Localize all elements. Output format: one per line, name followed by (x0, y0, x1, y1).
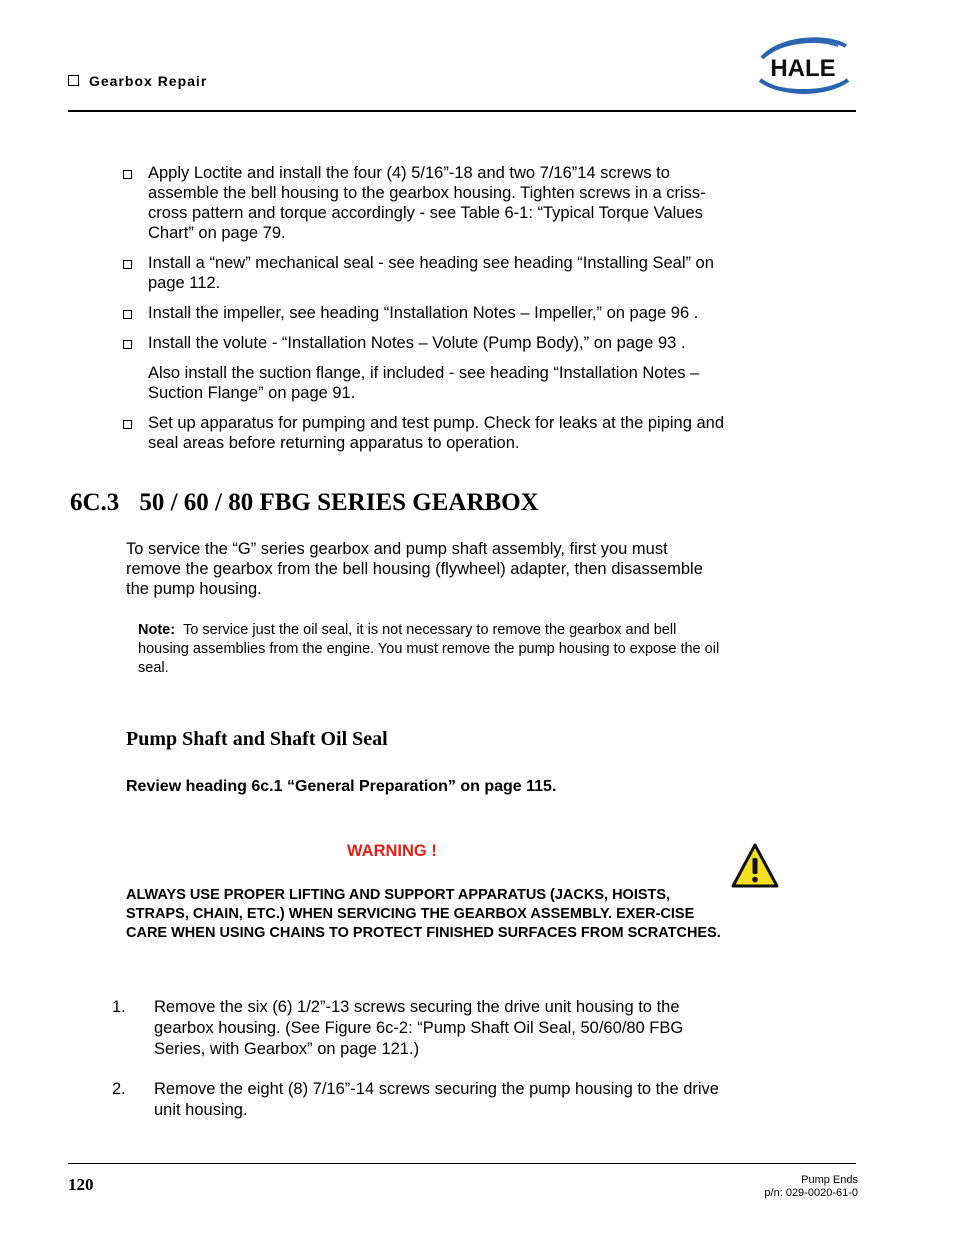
checkbox-bullet-icon (123, 170, 132, 179)
header-rule (68, 110, 856, 112)
list-item: Install the impeller, see heading “Installation Notes – Impeller,” on page 96 . (122, 303, 732, 323)
warning-title: WARNING ! (347, 842, 437, 860)
checkbox-bullet-icon (123, 420, 132, 429)
subsection-heading: Pump Shaft and Shaft Oil Seal (126, 728, 388, 750)
list-item: Install a “new” mechanical seal - see heading see heading “Installing Seal” on page 112. (122, 253, 732, 293)
step-number: 1. (112, 998, 126, 1016)
header-section-title: Gearbox Repair (68, 73, 207, 89)
section-heading: 6C.3 50 / 60 / 80 FBG SERIES GEARBOX (70, 489, 539, 516)
list-item: Set up apparatus for pumping and test pump. Check for leaks at the piping and seal areas before returning apparatus to operation. (122, 413, 732, 453)
list-item: Install the volute - “Installation Notes – Volute (Pump Body),” on page 93 . (122, 333, 732, 353)
warning-text: ALWAYS USE PROPER LIFTING AND SUPPORT APPARATUS (JACKS, HOISTS, STRAPS, CHAIN, ETC.) WHEN SERVICING THE GEARBOX ASSEMBLY. EXER-CISE CARE WHEN USING CHAINS TO PROTECT FINISHED SURFACES FROM SCRATCHES. (126, 887, 721, 941)
footer-part-number: p/n: 029-0020-61-0 (764, 1187, 858, 1199)
footer-rule (68, 1163, 856, 1164)
note: Note: To service just the oil seal, it is not necessary to remove the gearbox and bell housing assemblies from the engine. You must remove the pump housing to expose the oil seal. (138, 622, 720, 676)
section-intro: To service the “G” series gearbox and pump shaft assembly, first you must remove the gearbox from the bell housing (flywheel) adapter, then disassemble the pump housing. (126, 540, 703, 598)
note-label: Note: (138, 622, 176, 638)
footer-doc-info (764, 1174, 858, 1200)
checkbox-bullet-icon (123, 260, 132, 269)
step-list (112, 997, 722, 1140)
list-item: 2. Remove the eight (8) 7/16”-14 screws securing the pump housing to the drive unit housing. (112, 1080, 719, 1119)
footer-doc-title: Pump Ends (801, 1174, 858, 1186)
list-item: Also install the suction flange, if included - see heading “Installation Notes – Suction Flange” on page 91. (148, 364, 700, 402)
checkbox-bullet-icon (123, 310, 132, 319)
bullet-list (122, 163, 732, 463)
step-number: 2. (112, 1080, 126, 1098)
checkbox-bullet-icon (68, 75, 79, 86)
checkbox-bullet-icon (123, 340, 132, 349)
list-item: Apply Loctite and install the four (4) 5/16”-18 and two 7/16”14 screws to assemble the bell housing to the gearbox housing. Tighten screws in a criss-cross pattern and torque accordingly - see Table 6-1: “Typical Torque Values Chart” on page 79. (122, 163, 732, 243)
svg-text:HALE: HALE (770, 55, 836, 82)
warning-triangle-icon (730, 842, 780, 890)
review-reference: Review heading 6c.1 “General Preparation” on page 115. (126, 778, 557, 795)
list-item: 1. Remove the six (6) 1/2”-13 screws securing the drive unit housing to the gearbox housing. (See Figure 6c-2: “Pump Shaft Oil Seal, 50/60/80 FBG Series, with Gearbox” on page 121.) (112, 998, 684, 1058)
page-number: 120 (68, 1175, 94, 1194)
hale-logo (752, 34, 854, 100)
